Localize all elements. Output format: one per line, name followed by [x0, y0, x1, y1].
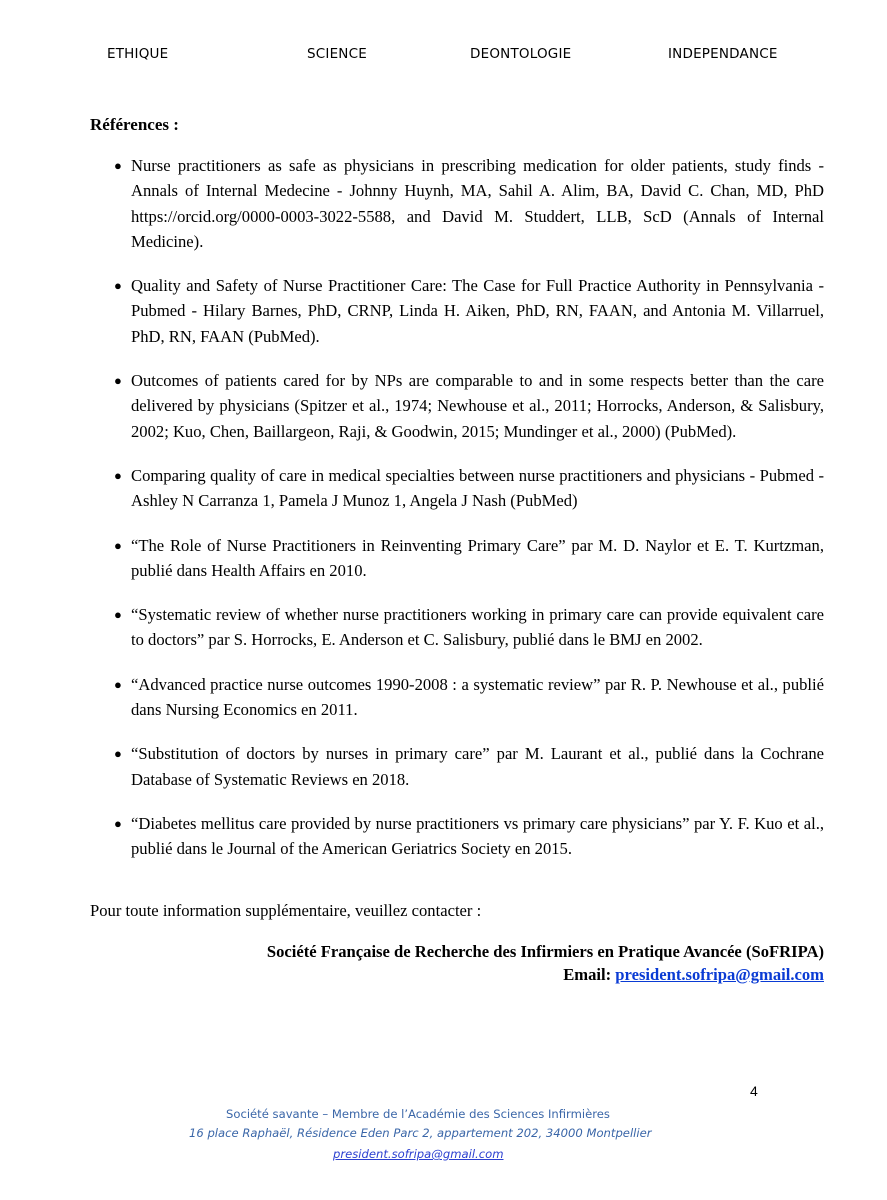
reference-text: “Substitution of doctors by nurses in primary care” par M. Laurant et al., publié dans la Cochrane Database of Systematic Reviews en 2018. — [131, 744, 824, 789]
reference-text: Outcomes of patients cared for by NPs are comparable to and in some respects better than the care delivered by physicians (Spitzer et al., 1974; Newhouse et al., 2011; Horrocks, Anderson, & Salisbury, 2002; Kuo, Chen, Baillargeon, Raji, & Goodwin, 2015; Mundinger et al., 2000) (PubMed). — [131, 371, 824, 441]
bullet-icon: ● — [114, 158, 122, 173]
footer-email-link[interactable]: president.sofripa@gmail.com — [333, 1147, 504, 1161]
reference-item — [112, 602, 824, 653]
bullet-icon: ● — [114, 815, 122, 831]
bullet-icon: ● — [114, 537, 122, 553]
bullet-icon: ● — [114, 467, 122, 483]
reference-item — [112, 463, 824, 514]
footer-society-line: Société savante – Membre de l’Académie des Sciences Infirmières — [226, 1107, 610, 1121]
reference-text: “Systematic review of whether nurse practitioners working in primary care can provide equivalent care to doctors” par S. Horrocks, E. Anderson et C. Salisbury, publié dans le BMJ en 2002. — [131, 605, 824, 650]
reference-text: Nurse practitioners as safe as physicians in prescribing medication for older patients, study finds - Annals of Internal Medecine - Johnny Huynh, MA, Sahil A. Alim, BA, David C. Chan, MD, PhD https://orcid.org/0000-0003-3022-5588, and David M. Studdert, LLB, ScD (Annals of Internal Medicine). — [131, 156, 824, 251]
references-list — [112, 153, 824, 881]
reference-text: “Advanced practice nurse outcomes 1990-2008 : a systematic review” par R. P. Newhouse et al., publié dans Nursing Economics en 2011. — [131, 674, 824, 720]
reference-item — [112, 153, 824, 254]
page-header — [0, 46, 887, 66]
reference-item — [112, 533, 824, 584]
organization-name: Société Française de Recherche des Infirmiers en Pratique Avancée (SoFRIPA) — [266, 942, 824, 961]
contact-block — [267, 940, 824, 986]
email-label: Email: — [563, 965, 612, 984]
bullet-icon: ● — [114, 278, 122, 294]
references-title: Références : — [90, 115, 179, 134]
reference-text: “Diabetes mellitus care provided by nurse practitioners vs primary care physicians” par Y. F. Kuo et al., publié dans le Journal of the American Geriatrics Society en 2015. — [131, 813, 824, 859]
footer-email-line — [333, 1144, 504, 1164]
bullet-icon: ● — [114, 746, 122, 762]
bullet-icon: ● — [114, 373, 122, 389]
bullet-icon: ● — [114, 676, 122, 692]
bullet-icon: ● — [114, 607, 122, 623]
page-number: 4 — [750, 1083, 758, 1099]
header-item-independance: INDEPENDANCE — [668, 46, 778, 62]
footer-address-line: 16 place Raphaël, Résidence Eden Parc 2, appartement 202, 34000 Montpellier — [189, 1126, 652, 1140]
reference-item — [112, 368, 824, 444]
contact-email-line — [267, 963, 824, 986]
header-item-science: SCIENCE — [307, 46, 367, 62]
header-item-deontologie: DEONTOLOGIE — [470, 46, 572, 62]
reference-text: “The Role of Nurse Practitioners in Reinventing Primary Care” par M. D. Naylor et E. T. Kurtzman, publié dans Health Affairs en 2010. — [131, 535, 824, 580]
contact-intro: Pour toute information supplémentaire, veuillez contacter : — [90, 901, 482, 920]
reference-item — [112, 811, 824, 862]
contact-email-link[interactable]: president.sofripa@gmail.com — [615, 965, 824, 984]
reference-item — [112, 273, 824, 349]
reference-text: Comparing quality of care in medical specialties between nurse practitioners and physicians - Pubmed - Ashley N Carranza 1, Pamela J Munoz 1, Angela J Nash (PubMed) — [131, 465, 824, 511]
reference-item — [112, 672, 824, 723]
reference-item — [112, 741, 824, 792]
reference-text: Quality and Safety of Nurse Practitioner Care: The Case for Full Practice Authority in Pennsylvania - Pubmed - Hilary Barnes, PhD, CRNP, Linda H. Aiken, PhD, RN, FAAN, and Antonia M. Villarruel, PhD, RN, FAAN (PubMed). — [131, 276, 824, 346]
header-item-ethique: ETHIQUE — [107, 46, 169, 62]
